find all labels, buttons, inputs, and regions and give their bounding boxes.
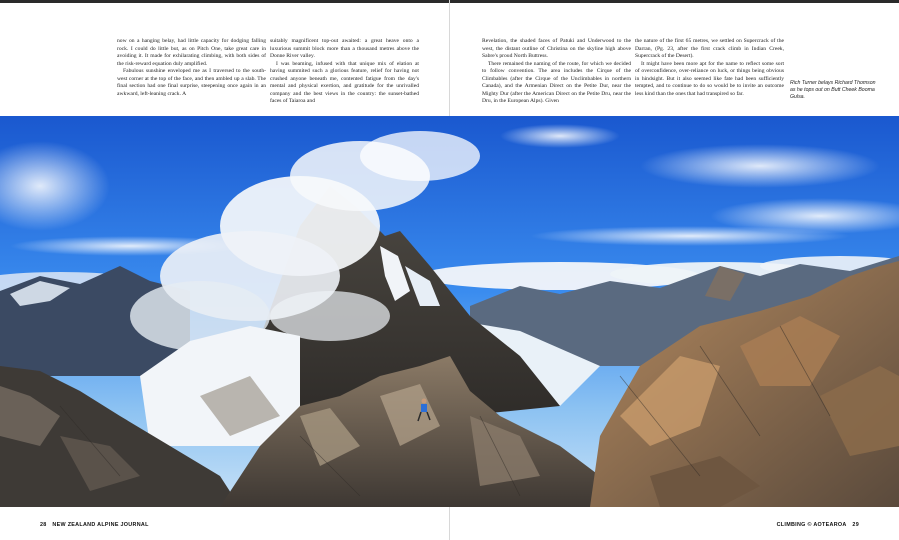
page-number-right: 29	[852, 522, 859, 528]
text-column-1	[117, 38, 266, 98]
text-column-3	[482, 38, 631, 106]
panorama-photo	[0, 116, 899, 507]
paragraph: the nature of the first 65 metres, we settled on Supercrack of the Darran, (Pg. 23, after the first crack climb in Indian Creek, Supercrack of the Desert).	[635, 38, 784, 60]
paragraph: It might have been more apt for the name to reflect some sort of overconfidence, over-reliance on luck, or things being obvious in hindsight. But it also seemed like fate had been sufficiently tempted, and to continue to do so would be to invite an outcome less kind than the ones that had transpired so far.	[635, 60, 784, 97]
mountain-panorama-illustration	[0, 116, 899, 507]
paragraph: Fabulous sunshine enveloped me as I traversed to the south-west corner at the top of the face, and then ambled up a slab. The final section had one final surprise, steepening once again in an awkward, left-leaning crack. A	[117, 68, 266, 97]
section-title: CLIMBING © AOTEAROA	[776, 522, 847, 528]
journal-title: NEW ZEALAND ALPINE JOURNAL	[52, 522, 149, 528]
paragraph: There remained the naming of the route, for which we decided to follow convention. The area includes the Cirque of the Climbables (after the Cirque of the Unclimbables in northern Canada), and the Armenian Direct on the Petite Dur, near the Mighty Dur (after the American Direct on the Petite Dru, near the Dru, in the European Alps). Given	[482, 60, 631, 105]
paragraph: Revelation, the shaded faces of Patuki and Underwood to the west, the distant outline of Christina on the skyline high above Sabre's proud North Buttress.	[482, 38, 631, 60]
text-column-4	[635, 38, 784, 98]
folio-left	[40, 522, 149, 528]
folio-right	[777, 522, 859, 528]
paragraph: now on a hanging belay, had little capacity for dodging falling rock. I could do little but, as on Pitch One, take great care in avoiding it. It made for exhilarating climbing, with both sides of the risk-reward equation duly amplified.	[117, 38, 266, 67]
page-number-left: 28	[40, 522, 47, 528]
paragraph: I was beaming, infused with that unique mix of elation at having summited such a glorious feature, relief for having not crushed anyone beneath me, contented fatigue from the day's mental and physical exertion, and gratitude for the unrivalled company and the best views in the country: the sunset-bathed faces of Taiaroa and	[270, 60, 419, 105]
paragraph: suitably magnificent top-out awaited: a great heave onto a luxurious summit block more than a thousand metres above the Donne River valley.	[270, 38, 419, 60]
photo-caption: Rich Turner belays Richard Thomson as he tops out on Butt Cheek Booma Gulsa.	[790, 80, 876, 101]
text-column-2	[270, 38, 419, 106]
